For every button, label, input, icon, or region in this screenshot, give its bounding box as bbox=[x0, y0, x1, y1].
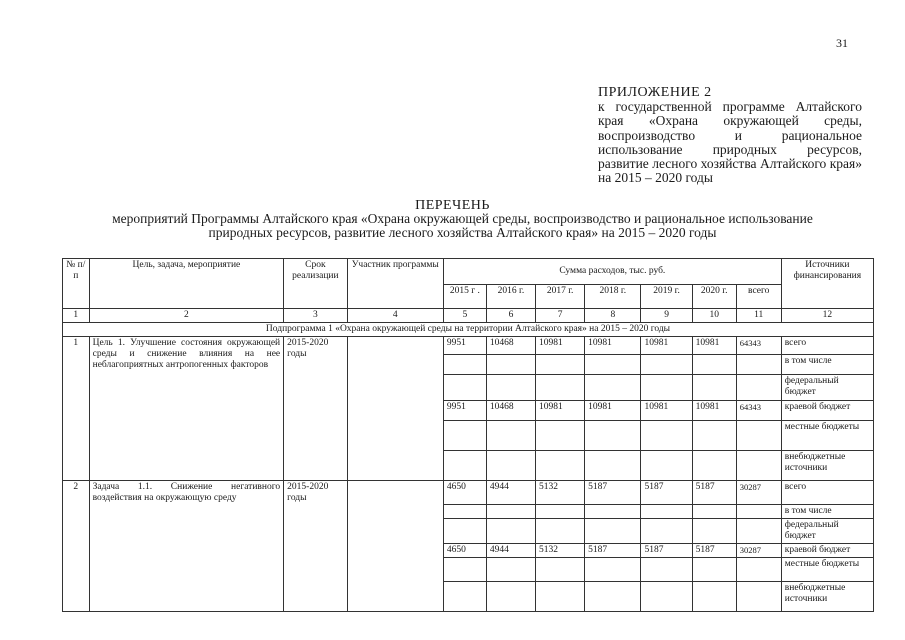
appendix-text: к государственной программе Алтайского края «Охрана окружающей среды, воспроизводство и рациональное использование природных ресурсов, развитие лесного хозяйства Алтайского края» на 2015 – 2020 годы bbox=[598, 99, 862, 186]
value-cell bbox=[443, 375, 486, 401]
value-cell: 10468 bbox=[486, 401, 535, 421]
value-cell bbox=[443, 558, 486, 582]
value-cell: 10981 bbox=[536, 337, 585, 355]
value-cell bbox=[692, 421, 736, 451]
value-cell bbox=[585, 558, 641, 582]
source-cell: федеральный бюджет bbox=[781, 375, 873, 401]
source-cell: всего bbox=[781, 481, 873, 505]
value-cell bbox=[641, 519, 692, 544]
col-num-6: 6 bbox=[486, 309, 535, 323]
value-cell bbox=[641, 582, 692, 612]
value-cell: 5187 bbox=[585, 481, 641, 505]
value-cell bbox=[486, 375, 535, 401]
value-cell bbox=[486, 582, 535, 612]
value-cell bbox=[736, 421, 781, 451]
value-cell bbox=[536, 505, 585, 519]
value-cell bbox=[536, 421, 585, 451]
value-cell: 5187 bbox=[692, 481, 736, 505]
value-cell bbox=[443, 355, 486, 375]
page-number: 31 bbox=[836, 36, 848, 50]
value-cell: 5132 bbox=[536, 544, 585, 558]
value-cell bbox=[536, 582, 585, 612]
row-term: 2015-2020 годы bbox=[284, 481, 347, 612]
source-cell: федеральный бюджет bbox=[781, 519, 873, 544]
value-cell bbox=[536, 519, 585, 544]
value-cell bbox=[692, 582, 736, 612]
col-num-2: 2 bbox=[89, 309, 284, 323]
value-cell: 30287 bbox=[736, 481, 781, 505]
col-num-7: 7 bbox=[536, 309, 585, 323]
header-total: всего bbox=[736, 285, 781, 309]
value-cell bbox=[692, 355, 736, 375]
source-cell: внебюджетные источники bbox=[781, 451, 873, 481]
value-cell bbox=[443, 505, 486, 519]
row-number: 1 bbox=[63, 337, 90, 481]
value-cell: 10981 bbox=[692, 401, 736, 421]
value-cell: 5187 bbox=[692, 544, 736, 558]
value-cell: 9951 bbox=[443, 401, 486, 421]
value-cell bbox=[585, 451, 641, 481]
row-participant bbox=[347, 337, 443, 481]
value-cell: 4944 bbox=[486, 481, 535, 505]
value-cell bbox=[736, 519, 781, 544]
header-year-2015: 2015 г . bbox=[443, 285, 486, 309]
row-term: 2015-2020 годы bbox=[284, 337, 347, 481]
row-name: Задача 1.1. Снижение негативного воздействия на окружающую среду bbox=[89, 481, 284, 612]
value-cell bbox=[641, 451, 692, 481]
row-name: Цель 1. Улучшение состояния окружающей среды и снижение влияния на нее неблагоприятных антропогенных факторов bbox=[89, 337, 284, 481]
header-num: № п/п bbox=[63, 259, 90, 309]
value-cell bbox=[585, 375, 641, 401]
value-cell bbox=[585, 582, 641, 612]
value-cell: 5187 bbox=[641, 544, 692, 558]
header-row-1 bbox=[63, 259, 874, 285]
value-cell bbox=[641, 375, 692, 401]
value-cell bbox=[736, 451, 781, 481]
value-cell: 10981 bbox=[536, 401, 585, 421]
value-cell bbox=[536, 451, 585, 481]
value-cell bbox=[443, 421, 486, 451]
source-cell: местные бюджеты bbox=[781, 558, 873, 582]
value-cell: 10981 bbox=[641, 401, 692, 421]
source-cell: в том числе bbox=[781, 505, 873, 519]
value-cell: 10468 bbox=[486, 337, 535, 355]
col-num-5: 5 bbox=[443, 309, 486, 323]
value-cell bbox=[486, 505, 535, 519]
value-cell: 30287 bbox=[736, 544, 781, 558]
source-cell: внебюджетные источники bbox=[781, 582, 873, 612]
value-cell bbox=[486, 421, 535, 451]
value-cell bbox=[585, 355, 641, 375]
value-cell bbox=[692, 375, 736, 401]
header-year-2016: 2016 г. bbox=[486, 285, 535, 309]
value-cell bbox=[641, 421, 692, 451]
value-cell bbox=[585, 505, 641, 519]
value-cell bbox=[486, 519, 535, 544]
value-cell: 64343 bbox=[736, 337, 781, 355]
value-cell: 4650 bbox=[443, 481, 486, 505]
value-cell: 4650 bbox=[443, 544, 486, 558]
value-cell bbox=[736, 355, 781, 375]
value-cell bbox=[443, 582, 486, 612]
header-term: Срок реализации bbox=[284, 259, 347, 309]
value-cell: 10981 bbox=[585, 337, 641, 355]
document-title: ПЕРЕЧЕНЬ bbox=[415, 198, 490, 213]
col-num-9: 9 bbox=[641, 309, 692, 323]
source-cell: краевой бюджет bbox=[781, 544, 873, 558]
value-cell bbox=[443, 451, 486, 481]
value-cell bbox=[486, 558, 535, 582]
value-cell bbox=[736, 582, 781, 612]
col-num-8: 8 bbox=[585, 309, 641, 323]
header-goal: Цель, задача, мероприятие bbox=[89, 259, 284, 309]
value-cell: 64343 bbox=[736, 401, 781, 421]
value-cell bbox=[443, 519, 486, 544]
value-cell bbox=[536, 355, 585, 375]
value-cell bbox=[736, 505, 781, 519]
value-cell: 10981 bbox=[692, 337, 736, 355]
header-year-2020: 2020 г. bbox=[692, 285, 736, 309]
col-num-1: 1 bbox=[63, 309, 90, 323]
appendix-block bbox=[598, 86, 862, 185]
header-year-2019: 2019 г. bbox=[641, 285, 692, 309]
value-cell bbox=[486, 451, 535, 481]
appendix-title: ПРИЛОЖЕНИЕ 2 bbox=[598, 85, 712, 100]
value-cell bbox=[585, 421, 641, 451]
value-cell bbox=[641, 355, 692, 375]
value-cell bbox=[536, 558, 585, 582]
value-cell: 5187 bbox=[585, 544, 641, 558]
source-cell: местные бюджеты bbox=[781, 421, 873, 451]
header-sources: Источники финансирования bbox=[781, 259, 873, 309]
subprogram-title: Подпрограмма 1 «Охрана окружающей среды на территории Алтайского края» на 2015 – 2020 годы bbox=[63, 323, 874, 337]
value-cell bbox=[692, 505, 736, 519]
source-cell: в том числе bbox=[781, 355, 873, 375]
col-num-10: 10 bbox=[692, 309, 736, 323]
value-cell: 5132 bbox=[536, 481, 585, 505]
table-row bbox=[63, 337, 874, 355]
col-num-11: 11 bbox=[736, 309, 781, 323]
value-cell: 10981 bbox=[585, 401, 641, 421]
value-cell bbox=[585, 519, 641, 544]
value-cell: 9951 bbox=[443, 337, 486, 355]
value-cell bbox=[641, 505, 692, 519]
value-cell bbox=[536, 375, 585, 401]
col-num-4: 4 bbox=[347, 309, 443, 323]
source-cell: всего bbox=[781, 337, 873, 355]
table-row bbox=[63, 481, 874, 505]
row-participant bbox=[347, 481, 443, 612]
header-expenses: Сумма расходов, тыс. руб. bbox=[443, 259, 781, 285]
document-subtitle: мероприятий Программы Алтайского края «Охрана окружающей среды, воспроизводство и рациональное использование природных ресурсов, развитие лесного хозяйства Алтайского края» на 2015 – 2020 годы bbox=[112, 211, 813, 240]
header-year-2017: 2017 г. bbox=[536, 285, 585, 309]
row-number: 2 bbox=[63, 481, 90, 612]
value-cell bbox=[692, 451, 736, 481]
column-numbers-row bbox=[63, 309, 874, 323]
measures-table bbox=[62, 258, 874, 612]
value-cell bbox=[736, 558, 781, 582]
value-cell: 4944 bbox=[486, 544, 535, 558]
value-cell bbox=[641, 558, 692, 582]
value-cell bbox=[736, 375, 781, 401]
value-cell: 10981 bbox=[641, 337, 692, 355]
value-cell bbox=[486, 355, 535, 375]
subprogram-row bbox=[63, 323, 874, 337]
col-num-12: 12 bbox=[781, 309, 873, 323]
header-year-2018: 2018 г. bbox=[585, 285, 641, 309]
value-cell bbox=[692, 519, 736, 544]
header-participant: Участник программы bbox=[347, 259, 443, 309]
value-cell: 5187 bbox=[641, 481, 692, 505]
source-cell: краевой бюджет bbox=[781, 401, 873, 421]
value-cell bbox=[692, 558, 736, 582]
col-num-3: 3 bbox=[284, 309, 347, 323]
